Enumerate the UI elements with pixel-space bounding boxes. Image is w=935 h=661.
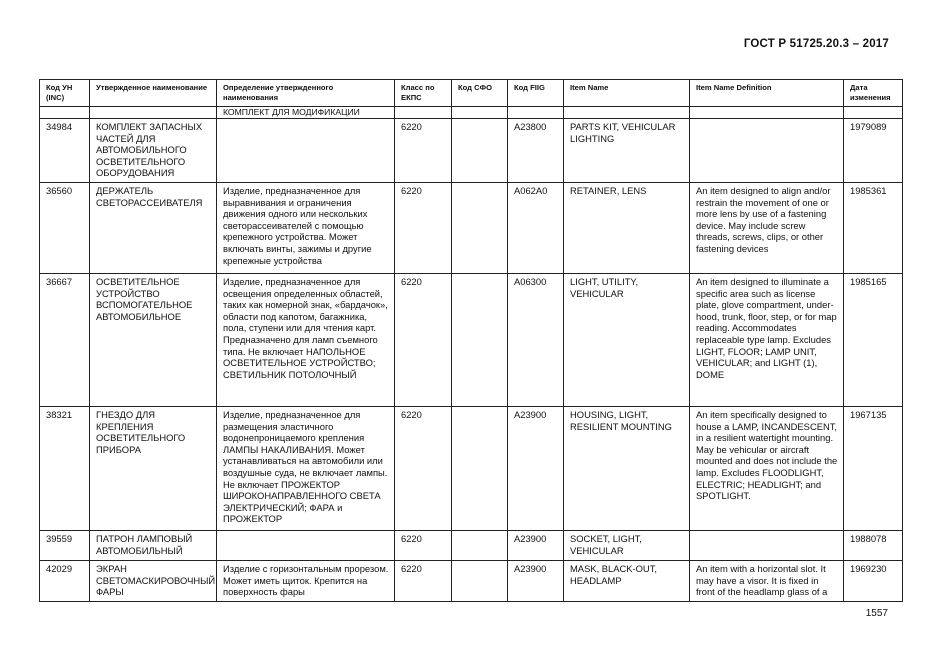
table-row [40,182,903,273]
cell-definition-ru: Изделие, предназначенное для освещения определенных областей, таких как номерной знак, «бардачок», области под капотом, багажника, пола, ступени или для чтения карт. Предназначено для ламп съемного типа. Не включает НАПОЛЬНОЕ ОСВЕТИТЕЛЬНОЕ УСТРОЙСТВО; СВЕТИЛЬНИК ПОТОЛОЧНЫЙ [217,273,395,406]
table-header-row [40,80,903,107]
column-header-fiig: Код FIIG [508,80,564,107]
cell-item-definition [690,119,844,183]
cell-name-ru: ЭКРАН СВЕТОМАСКИРОВОЧНЫЙ ФАРЫ [90,560,217,601]
cell-name-ru: ГНЕЗДО ДЛЯ КРЕПЛЕНИЯ ОСВЕТИТЕЛЬНОГО ПРИБОРА [90,406,217,530]
cell-definition-ru [217,119,395,183]
cell-fiig: A23900 [508,530,564,560]
cell-date: 1967135 [844,406,903,530]
cell-inc: 38321 [40,406,90,530]
cell-item-definition: An item designed to align and/or restrain the movement of one or more lens by use of a fastening device. May include screw threads, screws, clips, or other fastening devices [690,182,844,273]
column-header-item-definition: Item Name Definition [690,80,844,107]
table-row [40,560,903,601]
cell-item-name: LIGHT, UTILITY, VEHICULAR [564,273,690,406]
cell-fiig: A23900 [508,406,564,530]
cell-name-ru: ПАТРОН ЛАМПОВЫЙ АВТОМОБИЛЬНЫЙ [90,530,217,560]
cell-fiig: A062A0 [508,182,564,273]
cell-definition-ru: Изделие, предназначенное для выравнивания и ограничения движения одного или нескольких светорассеивателей с помощью крепежного устройства. Может включать винты, зажимы и другие крепежные устройства [217,182,395,273]
column-header-name-ru: Утвержденное наименование [90,80,217,107]
cell-item-name: RETAINER, LENS [564,182,690,273]
cell-sfo [452,182,508,273]
cell-sfo [452,273,508,406]
table-row [40,273,903,406]
cell-inc: 36560 [40,182,90,273]
cell-name-ru: ОСВЕТИТЕЛЬНОЕ УСТРОЙСТВО ВСПОМОГАТЕЛЬНОЕ АВТОМОБИЛЬНОЕ [90,273,217,406]
cell-class: 6220 [395,560,452,601]
cell-name-ru: КОМПЛЕКТ ЗАПАСНЫХ ЧАСТЕЙ ДЛЯ АВТОМОБИЛЬНОГО ОСВЕТИТЕЛЬНОГО ОБОРУДОВАНИЯ [90,119,217,183]
column-header-inc: Код УН (INC) [40,80,90,107]
column-header-item-name: Item Name [564,80,690,107]
continuation-row [40,107,903,119]
cell-sfo [452,530,508,560]
cell-fiig: A23800 [508,119,564,183]
catalog-table [39,79,903,602]
cell-item-definition [690,530,844,560]
cell-definition-ru: Изделие с горизонтальным прорезом. Может иметь щиток. Крепится на поверхность фары [217,560,395,601]
cell-item-name: HOUSING, LIGHT, RESILIENT MOUNTING [564,406,690,530]
cell-inc: 42029 [40,560,90,601]
cell-date: 1979089 [844,119,903,183]
cell-date: 1969230 [844,560,903,601]
cell-sfo [452,560,508,601]
cell-class: 6220 [395,406,452,530]
cell-item-definition: An item designed to illuminate a specific area such as license plate, glove compartment, under-hood, trunk, floor, step, or for map reading. Accommodates replaceable type lamp. Excludes LIGHT, FLOOR; LAMP UNIT, VEHICULAR; and LIGHT (1), DOME [690,273,844,406]
column-header-sfo: Код СФО [452,80,508,107]
cell-name-ru: ДЕРЖАТЕЛЬ СВЕТОРАССЕИВАТЕЛЯ [90,182,217,273]
cell-item-name: SOCKET, LIGHT, VEHICULAR [564,530,690,560]
cell-item-definition: An item with a horizontal slot. It may have a visor. It is fixed in front of the headlamp glass of a [690,560,844,601]
table-row [40,406,903,530]
cell-item-definition: An item specifically designed to house a LAMP, INCANDESCENT, in a resilient watertight mounting. May be vehicular or aircraft mounted and does not include the lamp. Excludes FLOODLIGHT, ELECTRIC; HEADLIGHT; and SPOTLIGHT. [690,406,844,530]
cell-definition-ru [217,530,395,560]
cell-fiig: A06300 [508,273,564,406]
cell-item-name: MASK, BLACK-OUT, HEADLAMP [564,560,690,601]
cell-fiig: A23900 [508,560,564,601]
cell-sfo [452,119,508,183]
cell-inc: 34984 [40,119,90,183]
cell-inc: 36667 [40,273,90,406]
cell-class: 6220 [395,273,452,406]
document-title: ГОСТ Р 51725.20.3 – 2017 [743,38,889,50]
cell-class: 6220 [395,182,452,273]
column-header-definition-ru: Определение утвержденного наименования [217,80,395,107]
cell-date: 1985165 [844,273,903,406]
cell-class: 6220 [395,119,452,183]
continuation-text: КОМПЛЕКТ ДЛЯ МОДИФИКАЦИИ [217,107,395,119]
cell-item-name: PARTS KIT, VEHICULAR LIGHTING [564,119,690,183]
table-row [40,119,903,183]
cell-definition-ru: Изделие, предназначенное для размещения эластичного водонепроницаемого крепления ЛАМПЫ НАКАЛИВАНИЯ. Может устанавливаться на автомобили или воздушные суда, не включает лампы. Не включает ПРОЖЕКТОР ШИРОКОНАПРАВЛЕННОГО СВЕТА ЭЛЕКТРИЧЕСКИЙ; ФАРА и ПРОЖЕКТОР [217,406,395,530]
cell-inc: 39559 [40,530,90,560]
column-header-class: Класс по ЕКПС [395,80,452,107]
cell-sfo [452,406,508,530]
page-number: 1557 [865,608,888,619]
cell-date: 1988078 [844,530,903,560]
column-header-date: Дата изменения [844,80,903,107]
cell-date: 1985361 [844,182,903,273]
cell-class: 6220 [395,530,452,560]
table-row [40,530,903,560]
